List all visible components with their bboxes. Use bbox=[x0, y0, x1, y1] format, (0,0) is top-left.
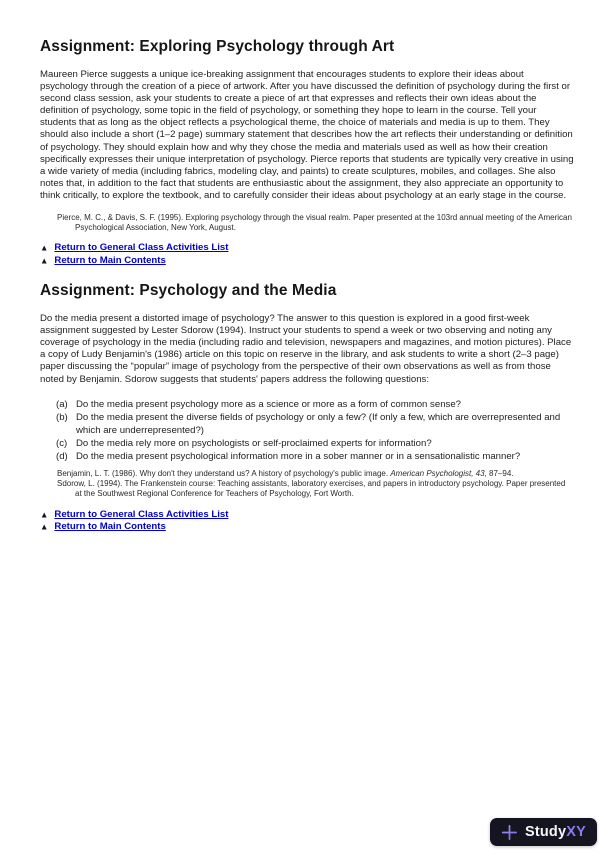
logo-study-text: Study bbox=[524, 824, 567, 840]
section-2-links bbox=[40, 509, 574, 534]
list-item bbox=[56, 450, 574, 463]
return-to-activities-link[interactable]: Return to General Class Activities List bbox=[54, 508, 229, 520]
triangle-up-icon: ▲ bbox=[40, 255, 49, 266]
logo-xy-text: XY bbox=[566, 824, 586, 840]
return-to-contents-link[interactable]: Return to Main Contents bbox=[54, 521, 166, 533]
list-item-label: (a) bbox=[56, 398, 68, 410]
triangle-up-icon: ▲ bbox=[40, 242, 49, 253]
return-to-contents-link[interactable]: Return to Main Contents bbox=[54, 254, 166, 266]
list-item-text: Do the media rely more on psychologists or self-proclaimed experts for information? bbox=[76, 437, 432, 449]
return-link-row bbox=[40, 242, 574, 255]
citation-text: Pierce, M. C., & Davis, S. F. (1995). Exploring psychology through the visual realm. Paper presented at the 103rd annual meeting of the American Psychological Association, New York, August. bbox=[57, 213, 572, 233]
section-1-paragraph: Maureen Pierce suggests a unique ice-breaking assignment that encourages students to explore their ideas about psychology through the creation of a piece of artwork. After you have discussed the definition of psychology during the first or second class session, ask your students to create a piece of art that expresses and reflects their own ideas about the definition of psychology, some topic in the field of psychology, or something they hope to learn in the course. Tell your students that as long as the object reflects a psychological theme, the choice of materials and media is up to them. They should also include a short (1–2 page) summary statement that describes how the art reflects their understanding or definition of psychology. They should explain how and why they chose the media and materials used as well as how their creation specifically expresses their unique interpretation of psychology. Pierce reports that students are typically very creative in using a wide variety of media (including fabrics, modeling clay, and paints) to create sculptures, mobiles, and collages. She also notes that, in addition to the fact that students are enthusiastic about the assignment, they also appreciate an opportunity to think critically, to explore the textbook, and to carefully consider their ideas about psychology at an early stage in the course. bbox=[40, 69, 574, 201]
studyxy-logo bbox=[490, 818, 597, 846]
list-item-text: Do the media present psychology more as a science or more as a form of common sense? bbox=[76, 398, 461, 410]
citation-text: Sdorow, L. (1994). The Frankenstein course: Teaching assistants, laboratory exercises, and papers in introductory psychology. Paper presented at the Southwest Regional Conference for Teachers of Psychology, Fort Worth. bbox=[57, 478, 566, 498]
list-item-label: (d) bbox=[56, 450, 68, 462]
list-item-text: Do the media present the diverse fields of psychology or only a few? (If only a few, which are overrepresented and which are underrepresented?) bbox=[76, 411, 561, 436]
citation-italic-text: American Psychologist, 43, bbox=[390, 468, 487, 478]
section-1-citations bbox=[40, 213, 574, 233]
question-list bbox=[56, 398, 574, 463]
return-link-row bbox=[40, 255, 574, 268]
citation-sdorow bbox=[40, 479, 574, 499]
return-link-row bbox=[40, 521, 574, 534]
plus-icon bbox=[501, 824, 518, 841]
list-item bbox=[56, 437, 574, 450]
triangle-up-icon: ▲ bbox=[40, 521, 49, 532]
citation-benjamin bbox=[40, 469, 574, 479]
section-1-heading: Assignment: Exploring Psychology through Art bbox=[40, 38, 395, 55]
section-2-heading: Assignment: Psychology and the Media bbox=[40, 282, 337, 300]
section-2-citations bbox=[40, 469, 574, 499]
list-item-label: (b) bbox=[56, 411, 68, 423]
section-2-paragraph: Do the media present a distorted image of psychology? The answer to this question is explored in a good first-week assignment suggested by Lester Sdorow (1994). Instruct your students to spend a week or two observing and noting any coverage of psychology in the media (including radio and television, newspapers and magazines, and motion pictures). Place a copy of Ludy Benjamin's (1986) article on this topic on reserve in the library, and ask students to write a short (2–3 page) paper discussing the “popular” image of psychology from the perspective of their own observations as well as from those noted by Benjamin. Sdorow suggests that students' papers address the following questions: bbox=[40, 313, 572, 385]
citation-text: Benjamin, L. T. (1986). Why don't they understand us? A history of psychology's public image. bbox=[57, 468, 391, 478]
citation-text: 87–94. bbox=[486, 468, 514, 478]
list-item-label: (c) bbox=[56, 437, 68, 449]
list-item-text: Do the media present psychological information more in a sober manner or in a sensationalistic manner? bbox=[76, 450, 521, 462]
section-1-links bbox=[40, 242, 574, 267]
list-item bbox=[56, 398, 574, 411]
list-item bbox=[56, 411, 574, 437]
return-to-activities-link[interactable]: Return to General Class Activities List bbox=[54, 242, 229, 254]
return-link-row bbox=[40, 509, 574, 522]
triangle-up-icon: ▲ bbox=[40, 509, 49, 520]
logo-wordmark bbox=[525, 824, 586, 840]
citation-pierce bbox=[40, 213, 574, 233]
